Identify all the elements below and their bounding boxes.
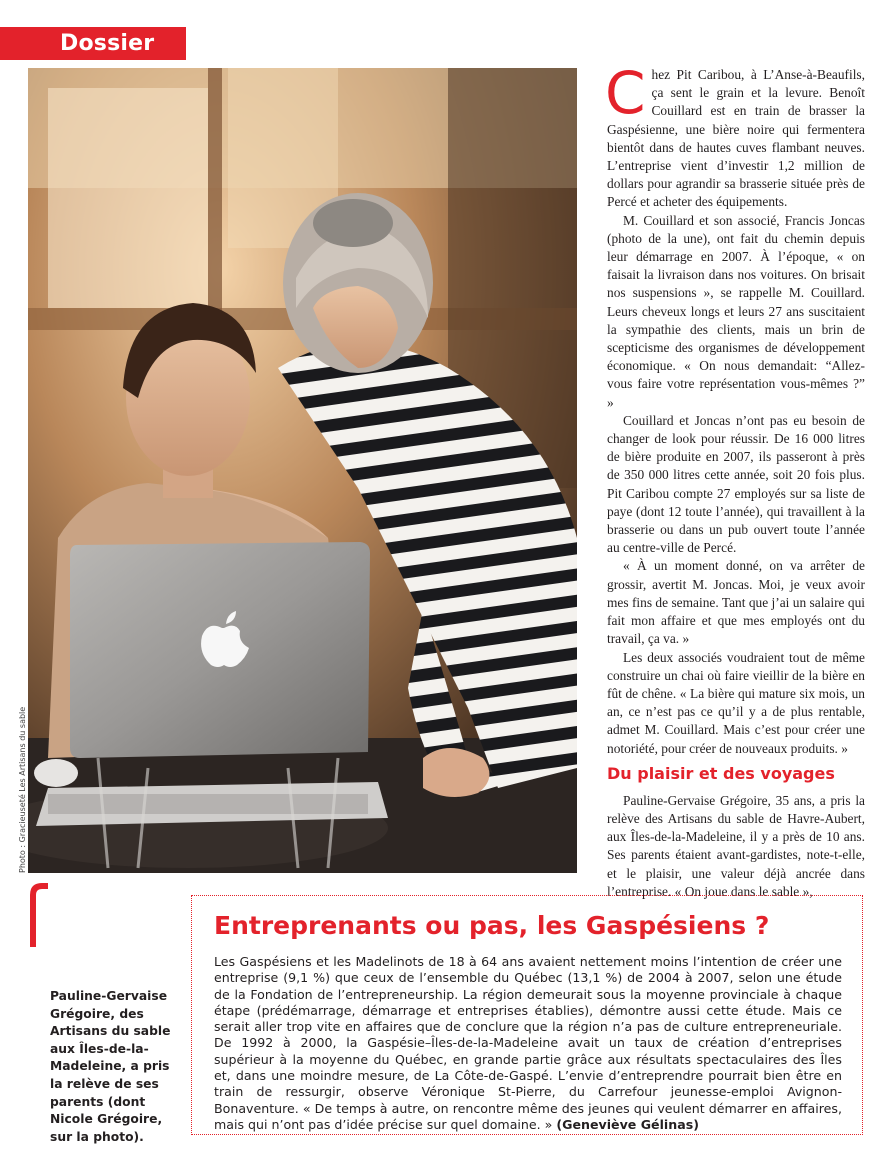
article-body [605, 59, 865, 901]
photo-caption: Pauline-Gervaise Grégoire, des Artisans du sable aux Îles-de-la-Madeleine, a pris la relève de ses parents (dont Nicole Grégoire, sur la photo). [50, 989, 171, 1144]
article-photo [28, 68, 577, 873]
photo-credit: Photo : Gracieuseté Les Artisans du sable [18, 706, 27, 873]
article-paragraph: M. Couillard et son associé, Francis Joncas (photo de la une), ont fait du chemin depuis leur démarrage en 2007. À l’époque, « on faisait la livraison dans nos voitures. On brisait nos suspensions », se rappelle M. Couillard. Leurs cheveux longs et leurs 27 ans suscitaient la sympathie des clients, mais un brin de scepticisme des organismes de développement économique. « On nous demandait: “Allez-vous faire votre représentation vous-mêmes ?” » [607, 212, 865, 410]
corner-mark [28, 881, 48, 947]
paragraph-text: hez Pit Caribou, à L’Anse-à-Beaufils, ça sent le grain et la levure. Benoît Couillard est en train de brasser la Gaspésienne, une bière noire qui fermentera bientôt dans de hautes cuves flambant neuves. L’entreprise vient d’investir 1,2 million de dollars pour agrandir sa brasserie située près de Percé et acheter des équipements. [607, 67, 865, 210]
article-subhead: Du plaisir et des voyages [607, 763, 835, 783]
drop-cap: C [605, 59, 646, 127]
article-paragraph [605, 59, 865, 212]
sidebar-body [214, 954, 842, 1133]
article-paragraph: Pauline-Gervaise Grégoire, 35 ans, a pris la relève des Artisans du sable de Havre-Aubert, aux Îles-de-la-Madeleine, il y a près de 10 ans. Ses parents étaient avant-gardistes, note-t-elle, et le plaisir, une valeur déjà ancrée dans l’entreprise. « On joue dans le sable », [607, 792, 865, 899]
article-paragraph: « À un moment donné, on va arrêter de grossir, avertit M. Joncas. Moi, je veux avoir mes fins de semaine. Tant que j’ai un salaire qui fait mon affaire et que mes employés ont du travail, ça va. » [607, 558, 865, 647]
sidebar-text: Les Gaspésiens et les Madelinots de 18 à 64 ans avaient nettement moins l’intention de créer une entreprise (9,1 %) que ceux de l’ensemble du Québec (13,1 %) de 2004 à 2007, selon une étude de la Fondation de l’entrepreneurship. La région demeurait sous la moyenne provinciale à chaque étape (prédémarrage, démarrage et entreprises établies), démontre aussi cette étude. Mais ce serait aller trop vite en affaires que de conclure que la région n’a pas de culture entrepreneuriale. De 1992 à 2000, la Gaspésie–Îles-de-la-Madeleine avait un taux de création d’entreprises supérieur à la moyenne du Québec, en grande partie grâce aux résultats spectaculaires des Îles et, dans une moindre mesure, de La Côte-de-Gaspé. L’envie d’entreprendre pourrait bien être en train de ressurgir, observe Véronique St-Pierre, du Carrefour jeunesse-emploi Avignon-Bonaventure. « De temps à autre, on rencontre même des jeunes qui veulent démarrer en affaires, mais qui n’ont pas d’idée précise sur quel domaine. » [214, 954, 842, 1132]
article-paragraph: Les deux associés voudraient tout de même construire un chai où faire vieillir de la bière en fût de chêne. « La bière qui mature six mois, un an, ce n’est pas ce qu’il y a de plus rentable, admet M. Couillard. Mais c’est pour créer une notoriété, pour créer de nouveaux produits. » [607, 649, 865, 756]
sidebar-title: Entreprenants ou pas, les Gaspésiens ? [214, 911, 770, 940]
sidebar-byline: (Geneviève Gélinas) [556, 1116, 699, 1132]
section-tag: Dossier [0, 27, 186, 60]
sidebar-box [191, 895, 863, 1135]
article-paragraph: Couillard et Joncas n’ont pas eu besoin de changer de look pour réussir. De 16 000 litres de bière produite en 2007, ils passeront à près de 350 000 litres cette année, soit 20 fois plus. Pit Caribou compte 27 employés sur sa liste de paye (dont 12 toute l’année), qui travaillent à la brasserie ou dans un pub ouvert toute l’année au centre-ville de Percé. [607, 412, 865, 556]
